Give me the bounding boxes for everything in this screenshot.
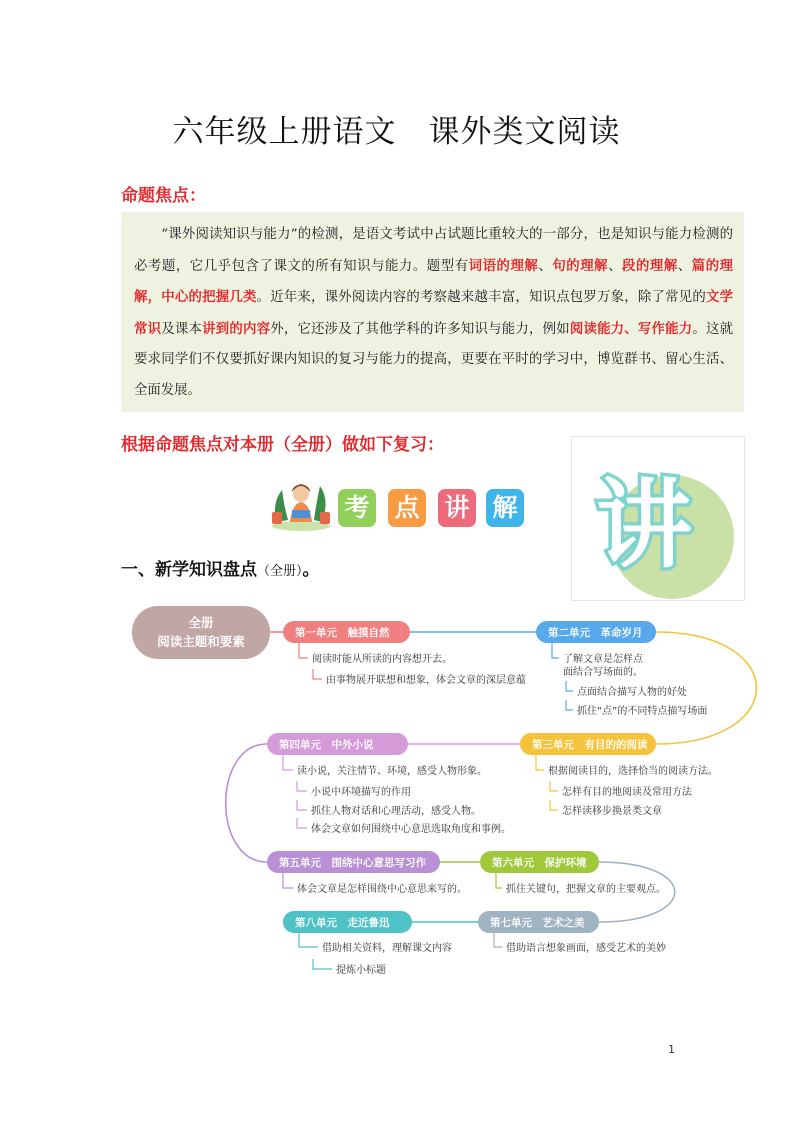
focus-heading: 命题焦点： <box>121 186 206 206</box>
jiang-char: 讲 <box>596 469 692 581</box>
focus-keyword: 阅读能力、写作能力 <box>569 320 693 337</box>
mindmap-item: 抓住“点”的不同特点描写场面 <box>577 706 708 717</box>
section-heading-end: 。 <box>302 560 320 580</box>
mindmap-branch-line <box>299 643 308 658</box>
mindmap-branch-line <box>297 818 307 828</box>
mindmap-unit-label: 第五单元 围绕中心意思写习作 <box>279 857 426 869</box>
focus-keyword: 篇的理解，中心的把握几类 <box>134 257 734 305</box>
mindmap-branch-line <box>494 933 502 947</box>
kaodian-tile: 点 <box>388 489 426 527</box>
kaodian-tile: 考 <box>338 489 376 527</box>
page-number: 1 <box>668 1043 675 1056</box>
mindmap-branch-line <box>283 873 293 888</box>
mindmap-item: 根据阅读目的，选择恰当的阅读方法。 <box>548 766 718 777</box>
focus-text: “课外阅读知识与能力”的检测，是语文考试中占试题比重较大的一部分，也是知识与能力检测的必考题，它几乎包含了课文的所有知识与能力。题型有 <box>134 227 733 274</box>
mindmap-unit-label: 第八单元 走近鲁迅 <box>295 917 390 929</box>
mindmap-item: 读小说，关注情节、环境，感受人物形象。 <box>297 766 487 777</box>
mindmap-unit-label: 第七单元 艺术之美 <box>490 917 585 929</box>
focus-text: 外，它还涉及了其他学科的许多知识与能力，例如 <box>270 321 570 337</box>
kaodian-tile: 讲 <box>438 489 476 527</box>
mindmap-branch-line <box>550 800 558 810</box>
focus-keyword: 段的理解 <box>622 257 678 274</box>
mindmap-item: 抓住关键句，把握文章的主要观点。 <box>506 884 666 895</box>
focus-text: 、 <box>538 258 553 274</box>
mindmap-unit-label: 第一单元 触摸自然 <box>295 627 390 639</box>
mindmap-unit-label: 第二单元 革命岁月 <box>548 627 643 639</box>
mindmap-branch-line <box>297 800 307 810</box>
focus-keyword: 讲到的内容 <box>202 320 271 337</box>
focus-keyword: 文学常识 <box>134 289 734 337</box>
mindmap-branch-line <box>299 933 318 947</box>
mindmap-branch-line <box>297 781 307 791</box>
mindmap-item: 借助语言想象画面，感受艺术的美妙 <box>506 943 666 954</box>
mindmap-branch-line <box>313 959 332 969</box>
mindmap-branch-line <box>496 873 502 888</box>
kaodian-tile: 解 <box>486 489 524 527</box>
focus-keyword: 词语的理解 <box>468 257 539 274</box>
mindmap-item: 借助相关资料，理解课文内容 <box>322 943 452 954</box>
mindmap-root-node <box>132 606 270 659</box>
mindmap-item: 体会文章是怎样围绕中心意思来写的。 <box>297 884 467 895</box>
mindmap-item: 提炼小标题 <box>336 965 386 976</box>
mindmap-branch-line <box>283 755 293 770</box>
mindmap-branch-line <box>566 700 573 710</box>
mindmap-branch-line <box>566 681 573 691</box>
mindmap-unit-label: 第六单元 保护环境 <box>492 857 587 869</box>
mindmap-root-label: 阅读主题和要素 <box>157 634 245 649</box>
mindmap-item: 怎样读移步换景类文章 <box>562 806 662 817</box>
mindmap-item: 体会文章如何围绕中心意思选取角度和事例。 <box>311 824 511 835</box>
mindmap-item: 小说中环境描写的作用 <box>311 787 411 798</box>
mindmap-branch-line <box>536 755 544 770</box>
mindmap-root-label: 全册 <box>188 615 214 630</box>
mindmap-item: 了解文章是怎样点面结合写场面的。 <box>563 654 643 678</box>
mindmap-item: 阅读时能从所读的内容想开去。 <box>312 654 452 665</box>
mindmap-branch-line <box>313 669 322 679</box>
focus-text: 。近年来，课外阅读内容的考察越来越丰富，知识点包罗万象，除了常见的 <box>256 290 706 305</box>
section-heading-sub: （全册） <box>257 564 303 579</box>
mindmap-item: 由事物展开联想和想象，体会文章的深层意蕴 <box>326 675 526 686</box>
mindmap-unit-label: 第三单元 有目的的阅读 <box>532 739 648 751</box>
page-title: 六年级上册语文 课外类文阅读 <box>172 114 621 150</box>
focus-text: 及课本 <box>161 321 203 337</box>
focus-text: 、 <box>608 258 623 274</box>
mindmap-item: 抓住人物对话和心理活动，感受人物。 <box>311 806 481 817</box>
mindmap-connector <box>226 744 267 862</box>
mindmap-item: 点面结合描写人物的好处 <box>577 687 687 698</box>
mindmap-item: 怎样有目的地阅读及常用方法 <box>562 787 692 798</box>
mindmap-unit-label: 第四单元 中外小说 <box>279 739 374 751</box>
focus-text: 、 <box>677 258 692 274</box>
focus-text: 。这就要求同学们不仅要抓好课内知识的复习与能力的提高，更要在平时的学习中，博览群书、留心生活、全面发展。 <box>134 321 734 398</box>
mindmap-branch-line <box>552 643 559 658</box>
mindmap-branch-line <box>550 781 558 791</box>
focus-keyword: 句的理解 <box>552 257 609 274</box>
review-heading: 根据命题焦点对本册（全册）做如下复习： <box>121 435 444 455</box>
section-heading-main: 一、新学知识盘点 <box>121 560 257 580</box>
